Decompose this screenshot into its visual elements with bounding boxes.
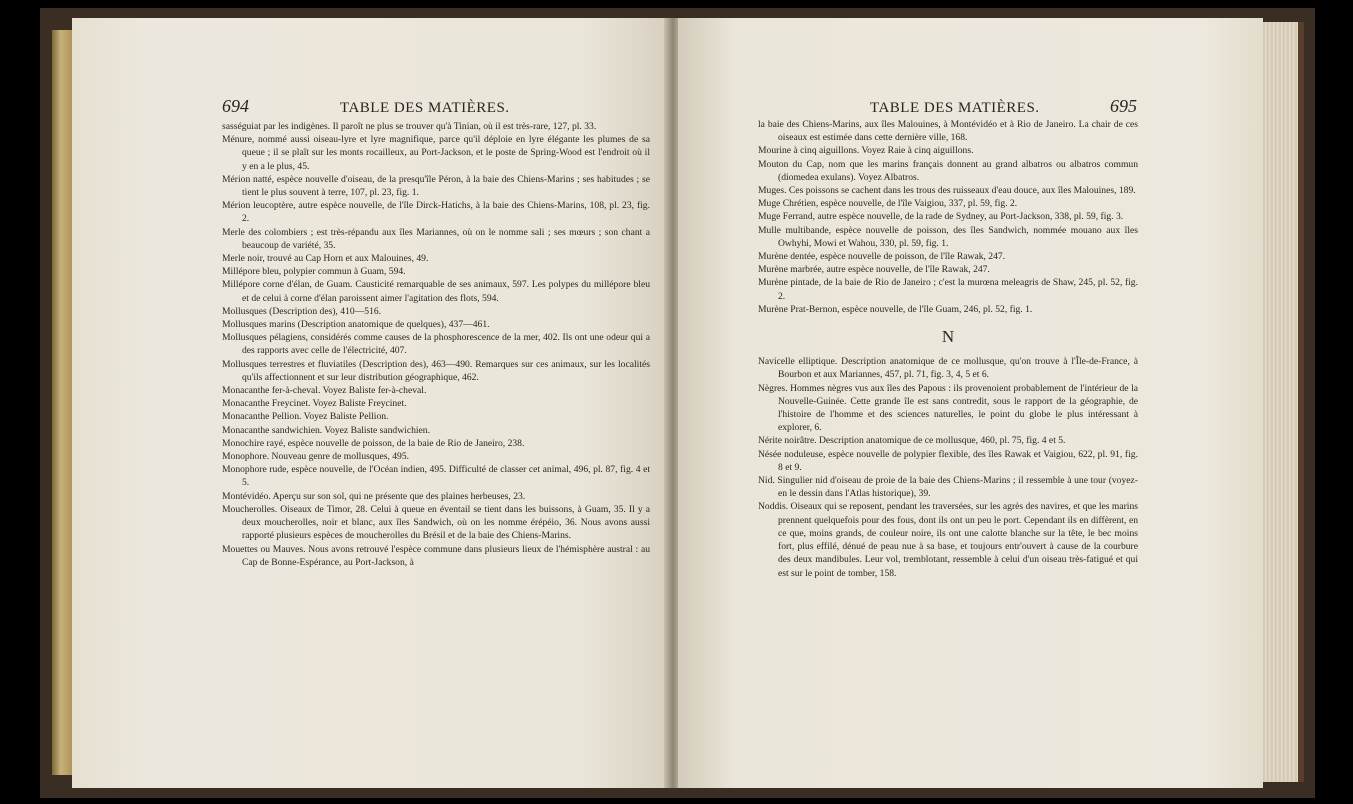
index-entry: Merle noir, trouvé au Cap Horn et aux Malouines, 49. [222,253,429,265]
index-entry: Monacanthe fer-à-cheval. Voyez Baliste fer-à-cheval. [222,385,427,397]
index-entry: Mérion leucoptère, autre espèce nouvelle, de l'île Dirck-Hatichs, à la baie des Chiens-Marins, 108, pl. 23, fig. 2. [222,200,650,225]
index-entry: Montévidéo. Aperçu sur son sol, qui ne présente que des plaines herbeuses, 23. [222,490,526,502]
index-entry: sasséguiat par les indigènes. Il paroît ne plus se trouver qu'à Tinian, où il est très-rare, 127, pl. 33. [222,121,597,132]
right-entry-list [758,118,1138,580]
index-entry: Murène pintade, de la baie de Rio de Janeiro ; c'est la murœna meleagris de Shaw, 245, pl. 52, fig. 2. [758,277,1138,302]
left-page [72,18,670,788]
right-page [678,18,1263,788]
page-edges-right [1258,22,1304,782]
index-entry: Mollusques marins (Description anatomique de quelques), 437—461. [222,319,490,331]
index-entry: Murène Prat-Bernon, espèce nouvelle, de l'île Guam, 246, pl. 52, fig. 1. [758,303,1033,315]
index-entry: Nérite noirâtre. Description anatomique de ce mollusque, 460, pl. 75, fig. 4 et 5. [758,435,1066,447]
index-entry: Monacanthe Pellion. Voyez Baliste Pellion. [222,411,389,423]
index-entry: Mollusques terrestres et fluviatiles (Description des), 463—490. Remarques sur ces animaux, sur les localités qu'ils affectionnent et sur leur distribution géographique, 462. [222,358,650,383]
index-entry: Mouettes ou Mauves. Nous avons retrouvé l'espèce commune dans plusieurs lieux de l'hémisphère austral : au Cap de Bonne-Espérance, au Port-Jackson, à [222,543,650,568]
index-entry: Muges. Ces poissons se cachent dans les trous des ruisseaux d'eau douce, aux îles Malouines, 189. [758,185,1136,197]
left-page-header: TABLE DES MATIÈRES. [340,100,510,116]
index-entry: Millépore bleu, polypier commun à Guam, 594. [222,266,406,278]
index-entry: Mulle multibande, espèce nouvelle de poisson, des îles Sandwich, nommée mouano aux îles Owhyhi, Mowi et Wahou, 330, pl. 59, fig. 1. [758,224,1138,249]
index-entry: Murène marbrée, autre espèce nouvelle, de l'île Rawak, 247. [758,264,990,276]
index-entry: Mollusques (Description des), 410—516. [222,305,382,317]
index-entry: Millépore corne d'élan, de Guam. Causticité remarquable de ses animaux, 597. Les polypes du millépore bleu et de celui à corne d'élan paroissent aimer l'agitation des flots, 594. [222,279,650,304]
index-entry: Muge Chrétien, espèce nouvelle, de l'île Vaigiou, 337, pl. 59, fig. 2. [758,198,1018,210]
index-entry: Monophore. Nouveau genre de mollusques, 495. [222,451,410,463]
index-entry: Noddis. Oiseaux qui se reposent, pendant les traversées, sur les agrès des navires, et que les marins prennent quelquefois pour des fous, dont ils ont un peu le port. Cependant ils en diffèrent, en ce que, moins grands, de couleur noire, ils ont une calotte blanche sur la tête, le bec moins fort, plus effilé, dénué de peau nue à sa base, et toujours entr'ouvert à cause de la courbure des deux mandibules. Leur vol, tremblotant, ressemble à celui d'un oiseau très-fatigué et qui est sur le point de tomber, 158. [758,501,1138,579]
index-entry: Muge Ferrand, autre espèce nouvelle, de la rade de Sydney, au Port-Jackson, 338, pl. 59, fig. 3. [758,211,1124,223]
index-entry: Nid. Singulier nid d'oiseau de proie de la baie des Chiens-Marins ; il ressemble à une tour (voyez-en le dessin dans l'Atlas historique), 39. [758,475,1138,500]
index-entry: Merle des colombiers ; est très-répandu aux îles Mariannes, où on le nomme sali ; ses mœurs ; son chant a beaucoup de variété, 35. [222,226,650,251]
index-entry: Mouton du Cap, nom que les marins français donnent au grand albatros ou albatros commun (diomedea exulans). Voyez Albatros. [758,158,1138,183]
index-entry: Ménure, nommé aussi oiseau-lyre et lyre magnifique, parce qu'il déploie en lyre élégante les plumes de sa queue ; il se plaît sur les monts rocailleux, au Port-Jackson, et le poste de Spring-Wood est l'endroit où il y en a le plus, 45. [222,134,650,172]
index-entry: Nésée noduleuse, espèce nouvelle de polypier flexible, des îles Rawak et Vaigiou, 622, pl. 91, fig. 8 et 9. [758,448,1138,473]
left-entry-list [222,120,650,569]
index-entry: Murène dentée, espèce nouvelle de poisson, de l'île Rawak, 247. [758,251,1006,263]
index-entry: Mollusques pélagiens, considérés comme causes de la phosphorescence de la mer, 402. Ils ont une odeur qui a des rapports avec celle de l'électricité, 407. [222,332,650,357]
left-page-number: 694 [222,96,249,116]
page-edges-left [52,30,74,775]
index-entry: Mourine à cinq aiguillons. Voyez Raie à cinq aiguillons. [758,145,974,157]
section-letter: N [941,327,955,347]
index-entry: Monophore rude, espèce nouvelle, de l'Océan indien, 495. Difficulté de classer cet animal, 496, pl. 87, fig. 4 et 5. [222,464,650,489]
right-page-header: TABLE DES MATIÈRES. [870,100,1040,116]
right-page-number: 695 [1110,96,1137,116]
index-entry: Monacanthe Freycinet. Voyez Baliste Freycinet. [222,398,407,410]
index-entry: Mérion natté, espèce nouvelle d'oiseau, de la presqu'île Péron, à la baie des Chiens-Marins ; ses habitudes ; se tient le plus souvent à terre, 107, pl. 23, fig. 1. [222,173,650,199]
index-entry: Moucherolles. Oiseaux de Timor, 28. Celui à queue en éventail se tient dans les buissons, à Guam, 35. Il y a deux moucherolles, noir et blanc, aux îles Sandwich, où on les nomme érépéio, 36. Nous avons aussi rapporté plusieurs espèces de moucherolles du Brésil et de la baie des Chiens-Marins. [222,503,650,542]
index-entry: Navicelle elliptique. Description anatomique de ce mollusque, qu'on trouve à l'Île-de-France, à Bourbon et aux Mariannes, 457, pl. 71, fig. 3, 4, 5 et 6. [758,356,1138,381]
index-entry: la baie des Chiens-Marins, aux îles Malouines, à Montévidéo et à Rio de Janeiro. La chair de ces oiseaux est estimée dans cette dernière ville, 168. [758,119,1138,144]
index-entry: Monochire rayé, espèce nouvelle de poisson, de la baie de Rio de Janeiro, 238. [222,437,525,449]
index-entry: Nègres. Hommes nègres vus aux îles des Papous : ils provenoient probablement de l'intérieur de la Nouvelle-Guinée. Cette grande île est sans contredit, sous le rapport de la géographie, de l'histoire de l'homme et des sciences naturelles, le point du globe le plus intéressant à explorer, 6. [758,382,1138,434]
index-entry: Monacanthe sandwichien. Voyez Baliste sandwichien. [222,424,430,436]
